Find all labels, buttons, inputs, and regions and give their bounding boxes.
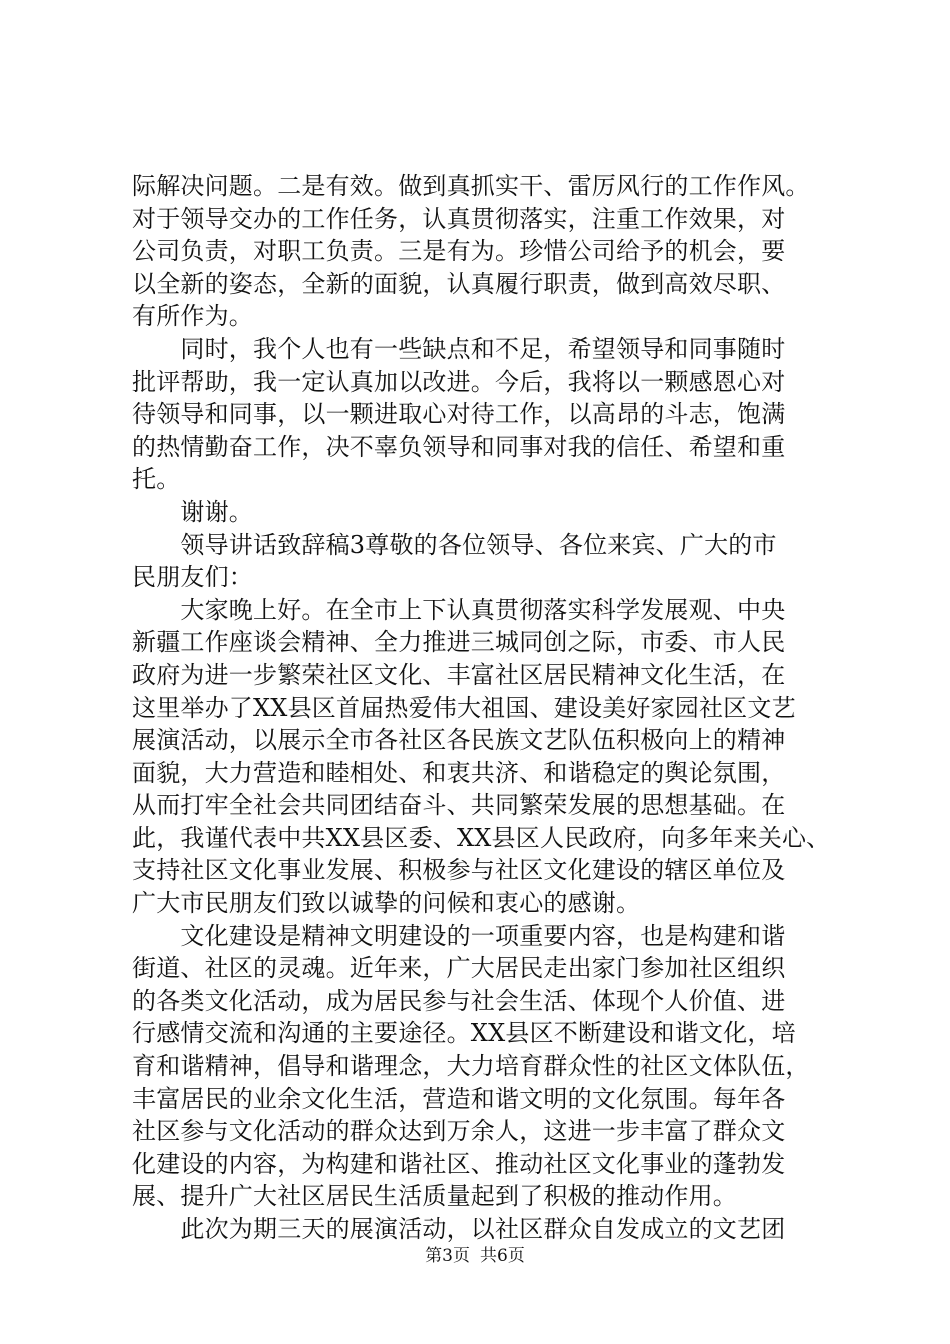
text-line: 支持社区文化事业发展、积极参与社区文化建设的辖区单位及 xyxy=(132,856,786,885)
text-line: 展、提升广大社区居民生活质量起到了积极的推动作用。 xyxy=(132,1182,737,1211)
text-line: 托。 xyxy=(132,465,181,494)
text-line: 谢谢。 xyxy=(132,497,253,526)
text-line: 面貌，大力营造和睦相处、和衷共济、和谐稳定的舆论氛围， xyxy=(132,758,786,787)
text-line: 此次为期三天的展演活动，以社区群众自发成立的文艺团 xyxy=(132,1215,786,1243)
text-line: 街道、社区的灵魂。近年来，广大居民走出家门参加社区组织 xyxy=(132,954,786,983)
text-line: 际解决问题。二是有效。做到真抓实干、雷厉风行的工作作风。 xyxy=(132,172,810,200)
page-total: 共6页 xyxy=(480,1246,525,1266)
text-line: 政府为进一步繁荣社区文化、丰富社区居民精神文化生活，在 xyxy=(132,660,786,689)
text-line: 文化建设是精神文明建设的一项重要内容，也是构建和谐 xyxy=(132,921,786,950)
text-line: 此，我谨代表中共XX县区委、XX县区人民政府，向多年来关心、 xyxy=(132,823,831,852)
document-body xyxy=(132,170,831,1246)
text-line: 有所作为。 xyxy=(132,302,253,331)
text-line: 新疆工作座谈会精神、全力推进三城同创之际，市委、市人民 xyxy=(132,628,786,657)
text-line: 育和谐精神，倡导和谐理念，大力培育群众性的社区文体队伍， xyxy=(132,1052,810,1081)
text-line: 待领导和同事，以一颗进取心对待工作，以高昂的斗志，饱满 xyxy=(132,400,786,429)
text-line: 以全新的姿态，全新的面貌，认真履行职责，做到高效尽职、 xyxy=(132,269,786,298)
text-line: 同时，我个人也有一些缺点和不足，希望领导和同事随时 xyxy=(132,334,786,363)
text-line: 大家晚上好。在全市上下认真贯彻落实科学发展观、中央 xyxy=(132,595,786,624)
text-line: 的各类文化活动，成为居民参与社会生活、体现个人价值、进 xyxy=(132,986,786,1015)
text-line: 的热情勤奋工作，决不辜负领导和同事对我的信任、希望和重 xyxy=(132,432,786,461)
text-line: 批评帮助，我一定认真加以改进。今后，我将以一颗感恩心对 xyxy=(132,367,786,396)
page-footer xyxy=(0,1244,950,1268)
text-line: 广大市民朋友们致以诚挚的问候和衷心的感谢。 xyxy=(132,889,641,918)
text-line: 化建设的内容，为构建和谐社区、推动社区文化事业的蓬勃发 xyxy=(132,1149,786,1178)
text-line: 这里举办了XX县区首届热爱伟大祖国、建设美好家园社区文艺 xyxy=(132,693,796,722)
text-line: 从而打牢全社会共同团结奋斗、共同繁荣发展的思想基础。在 xyxy=(132,791,786,820)
page-number: 第3页 xyxy=(425,1246,470,1266)
text-line: 社区参与文化活动的群众达到万余人，这进一步丰富了群众文 xyxy=(132,1117,786,1146)
text-line: 丰富居民的业余文化生活，营造和谐文明的文化氛围。每年各 xyxy=(132,1084,786,1113)
text-line: 行感情交流和沟通的主要途径。XX县区不断建设和谐文化，培 xyxy=(132,1019,796,1048)
text-line: 民朋友们： xyxy=(132,563,253,592)
text-line: 公司负责，对职工负责。三是有为。珍惜公司给予的机会，要 xyxy=(132,237,786,266)
text-line: 对于领导交办的工作任务，认真贯彻落实，注重工作效果，对 xyxy=(132,204,786,233)
text-line: 展演活动，以展示全市各社区各民族文艺队伍积极向上的精神 xyxy=(132,726,786,755)
text-line: 领导讲话致辞稿3尊敬的各位领导、各位来宾、广大的市 xyxy=(132,530,777,559)
